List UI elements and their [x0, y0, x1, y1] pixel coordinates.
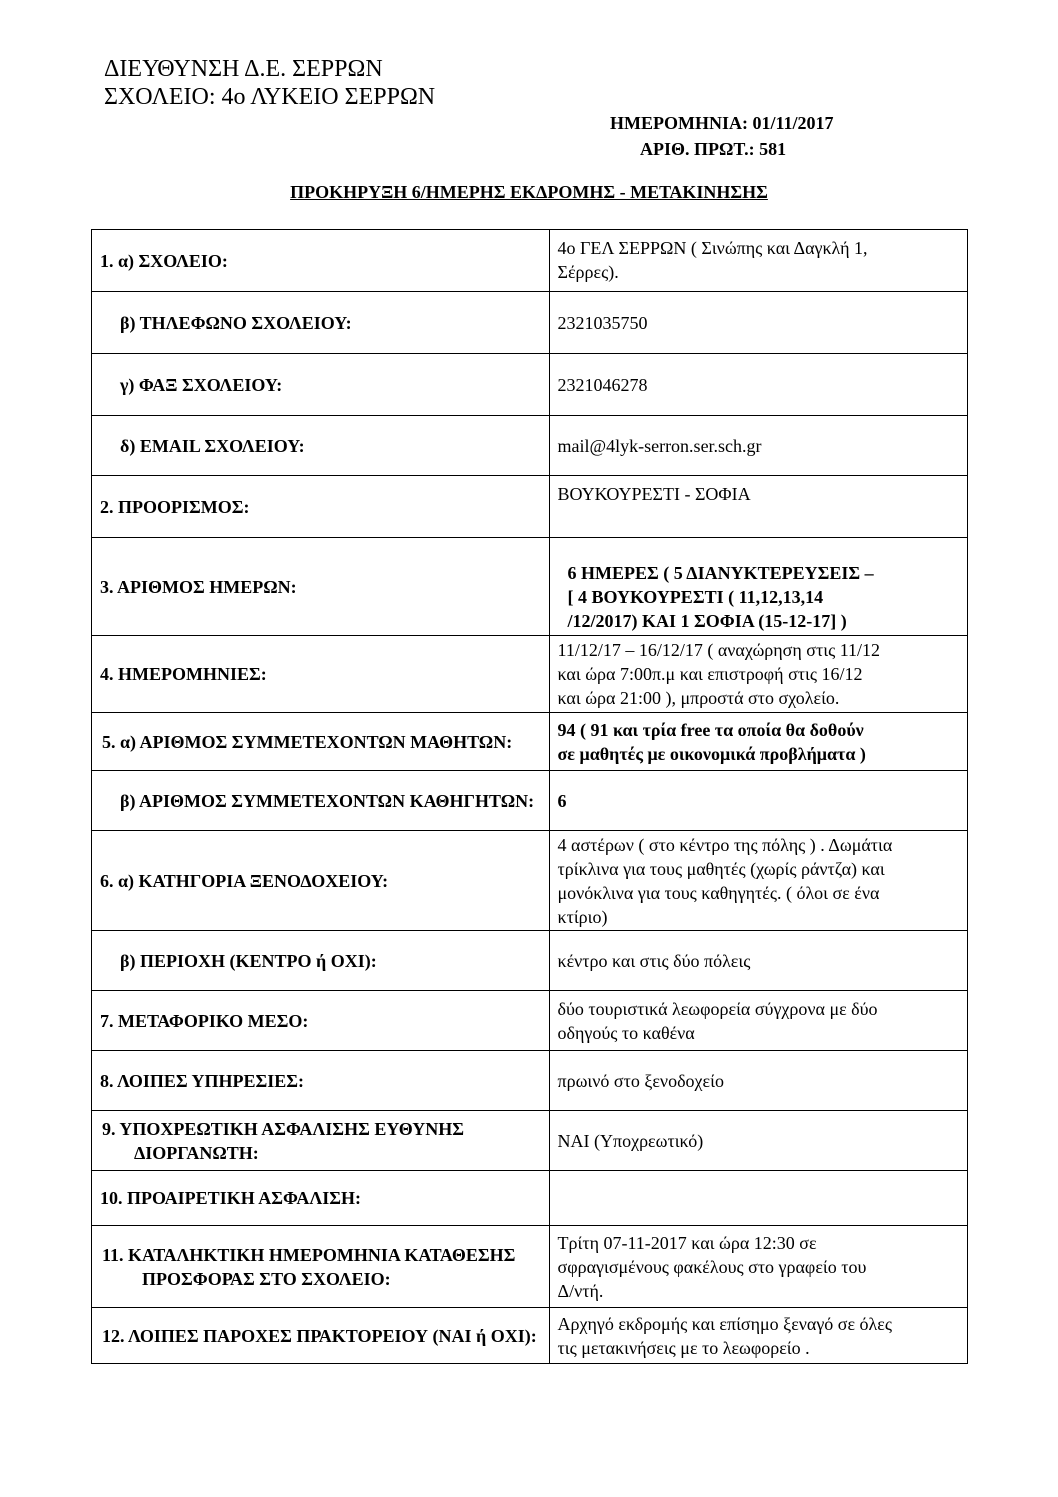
- table-row: [92, 1308, 968, 1364]
- table-row: [92, 931, 968, 991]
- row-value: δύο τουριστικά λεωφορεία σύγχρονα με δύο οδηγούς το καθένα: [549, 991, 967, 1051]
- table-row: [92, 230, 968, 292]
- table-row: [92, 636, 968, 713]
- directorate-line: ΔΙΕΥΘΥΝΣΗ Δ.Ε. ΣΕΡΡΩΝ: [104, 56, 383, 82]
- row-label: 5. α) ΑΡΙΘΜΟΣ ΣΥΜΜΕΤΕΧΟΝΤΩΝ ΜΑΘΗΤΩΝ:: [92, 713, 550, 771]
- row-label: 3. ΑΡΙΘΜΟΣ ΗΜΕΡΩΝ:: [92, 538, 550, 636]
- row-label: 11. ΚΑΤΑΛΗΚΤΙΚΗ ΗΜΕΡΟΜΗΝΙΑ ΚΑΤΑΘΕΣΗΣ ΠΡΟΣΦΟΡΑΣ ΣΤΟ ΣΧΟΛΕΙΟ:: [92, 1226, 550, 1308]
- table-row: [92, 713, 968, 771]
- row-label: β) ΤΗΛΕΦΩΝΟ ΣΧΟΛΕΙΟΥ:: [92, 292, 550, 354]
- row-label: 7. ΜΕΤΑΦΟΡΙΚΟ ΜΕΣΟ:: [92, 991, 550, 1051]
- row-value: 4 αστέρων ( στο κέντρο της πόλης ) . Δωμάτια τρίκλινα για τους μαθητές (χωρίς ράντζα) και μονόκλινα για τους καθηγητές. ( όλοι σε ένα κτίριο): [549, 831, 967, 931]
- school-line: ΣΧΟΛΕΙΟ: 4ο ΛΥΚΕΙΟ ΣΕΡΡΩΝ: [104, 84, 436, 110]
- row-label: 4. ΗΜΕΡΟΜΗΝΙΕΣ:: [92, 636, 550, 713]
- row-label: 10. ΠΡΟΑΙΡΕΤΙΚΗ ΑΣΦΑΛΙΣΗ:: [92, 1171, 550, 1226]
- row-label: 12. ΛΟΙΠΕΣ ΠΑΡΟΧΕΣ ΠΡΑΚΤΟΡΕΙΟΥ (ΝΑΙ ή ΟΧΙ):: [92, 1308, 550, 1364]
- row-value: [549, 1171, 967, 1226]
- row-value: 2321046278: [549, 354, 967, 416]
- table-row: [92, 991, 968, 1051]
- table-row: [92, 292, 968, 354]
- document-date: ΗΜΕΡΟΜΗΝΙΑ: 01/11/2017: [610, 113, 834, 133]
- row-label: γ) ΦΑΞ ΣΧΟΛΕΙΟΥ:: [92, 354, 550, 416]
- row-label: 6. α) ΚΑΤΗΓΟΡΙΑ ΞΕΝΟΔΟΧΕΙΟΥ:: [92, 831, 550, 931]
- row-value: 11/12/17 – 16/12/17 ( αναχώρηση στις 11/12 και ώρα 7:00π.μ και επιστροφή στις 16/12 και ώρα 21:00 ), μπροστά στο σχολείο.: [549, 636, 967, 713]
- row-value: 4ο ΓΕΛ ΣΕΡΡΩΝ ( Σινώπης και Δαγκλή 1, Σέρρες).: [549, 230, 967, 292]
- row-value: 2321035750: [549, 292, 967, 354]
- row-label: 9. ΥΠΟΧΡΕΩΤΙΚΗ ΑΣΦΑΛΙΣΗΣ ΕΥΘΥΝΗΣ ΔΙΟΡΓΑΝΩΤΗ:: [92, 1111, 550, 1171]
- document-meta: [610, 110, 834, 162]
- row-value: Τρίτη 07-11-2017 και ώρα 12:30 σε σφραγισμένους φακέλους στο γραφείο του Δ/ντή.: [549, 1226, 967, 1308]
- row-label: β) ΑΡΙΘΜΟΣ ΣΥΜΜΕΤΕΧΟΝΤΩΝ ΚΑΘΗΓΗΤΩΝ:: [92, 771, 550, 831]
- table-row: [92, 1111, 968, 1171]
- table-row: [92, 476, 968, 538]
- row-value: 6 ΗΜΕΡΕΣ ( 5 ΔΙΑΝΥΚΤΕΡΕΥΣΕΙΣ – [ 4 ΒΟΥΚΟΥΡΕΣΤΙ ( 11,12,13,14 /12/2017) ΚΑΙ 1 ΣΟΦΙΑ (15-12-17] ): [549, 538, 967, 636]
- row-value: πρωινό στο ξενοδοχείο: [549, 1051, 967, 1111]
- table-row: [92, 1171, 968, 1226]
- table-row: [92, 1226, 968, 1308]
- row-label: 8. ΛΟΙΠΕΣ ΥΠΗΡΕΣΙΕΣ:: [92, 1051, 550, 1111]
- row-value: mail@4lyk-serron.ser.sch.gr: [549, 416, 967, 476]
- row-label: δ) EMAIL ΣΧΟΛΕΙΟΥ:: [92, 416, 550, 476]
- table-row: [92, 354, 968, 416]
- trip-details-table: [91, 229, 968, 1364]
- row-value: ΝΑΙ (Υποχρεωτικό): [549, 1111, 967, 1171]
- row-value: Αρχηγό εκδρομής και επίσημο ξεναγό σε όλες τις μετακινήσεις με το λεωφορείο .: [549, 1308, 967, 1364]
- table-row: [92, 538, 968, 636]
- table-row: [92, 771, 968, 831]
- row-label: 1. α) ΣΧΟΛΕΙΟ:: [92, 230, 550, 292]
- row-value: κέντρο και στις δύο πόλεις: [549, 931, 967, 991]
- row-label: β) ΠΕΡΙΟΧΗ (ΚΕΝΤΡΟ ή ΟΧΙ):: [92, 931, 550, 991]
- document-title: ΠΡΟΚΗΡΥΞΗ 6/ΗΜΕΡΗΣ ΕΚΔΡΟΜΗΣ - ΜΕΤΑΚΙΝΗΣΗΣ: [290, 182, 768, 202]
- row-label: 2. ΠΡΟΟΡΙΣΜΟΣ:: [92, 476, 550, 538]
- row-value: 94 ( 91 και τρία free τα οποία θα δοθούν σε μαθητές με οικονομικά προβλήματα ): [549, 713, 967, 771]
- table-row: [92, 1051, 968, 1111]
- table-row: [92, 831, 968, 931]
- row-value: ΒΟΥΚΟΥΡΕΣΤΙ - ΣΟΦΙΑ: [549, 476, 967, 538]
- protocol-number: ΑΡΙΘ. ΠΡΩΤ.: 581: [640, 139, 787, 159]
- table-row: [92, 416, 968, 476]
- row-value: 6: [549, 771, 967, 831]
- document-header: [104, 55, 435, 111]
